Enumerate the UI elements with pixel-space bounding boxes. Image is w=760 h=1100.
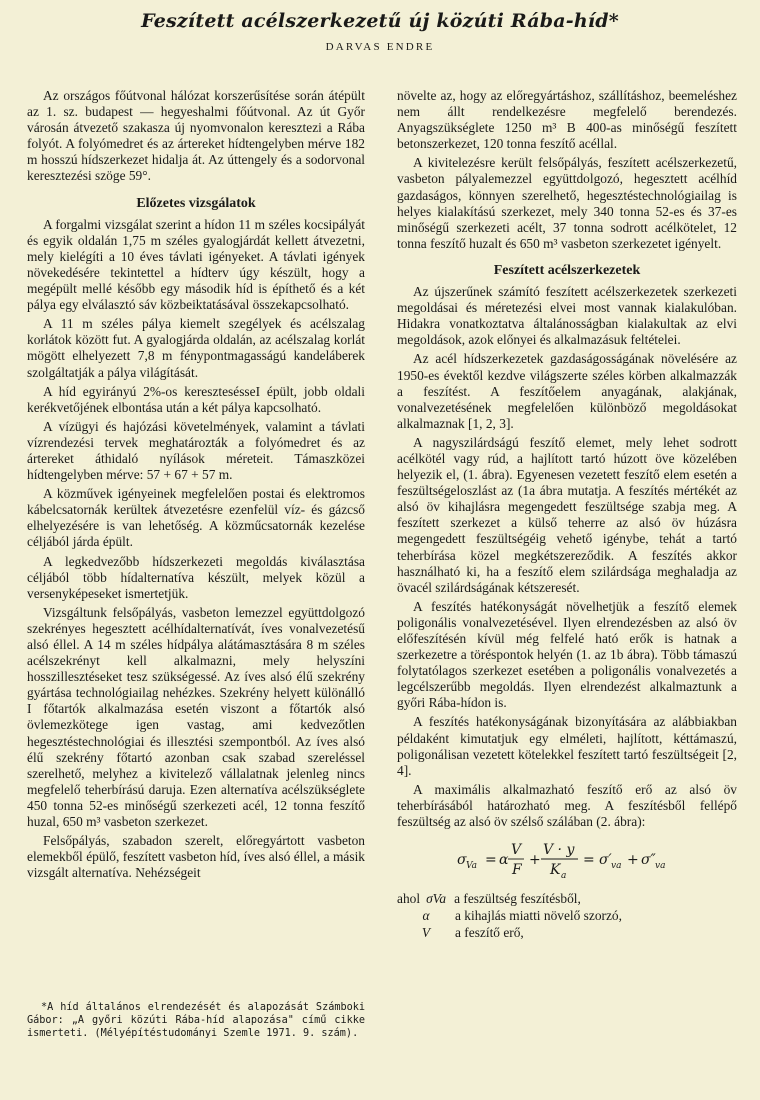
definition-row <box>397 890 737 907</box>
formula-eq2: = <box>583 852 595 869</box>
paragraph: A maximális alkalmazható feszítő erő az alsó öv teherbírásából határozható meg. A feszítésből fellépő feszültség az alsó öv szélső szálában (2. ábra): <box>397 781 737 830</box>
formula-eq: = <box>485 852 497 869</box>
formula-lhs-sub: Va <box>466 861 478 872</box>
formula-f2-num: V · y <box>543 842 575 859</box>
left-column <box>27 88 365 884</box>
paragraph: A feszítés hatékonyságát növelhetjük a feszítő elemek poligonális vonalvezetésével. Ilyen elrendezésben az alsó öv előfeszítésén kívül még felfelé ható erők is hatnak a szerkezetre a töréspontok helyén (1. az 1b ábra). Több támaszú folytatólagos szerkezet esetében a poligonális vonalvezetés a legcélszerűbb megoldás. Ilyen elrendezést alkalmaztunk a győri Rába-hídon is. <box>397 598 737 711</box>
paragraph: A feszítés hatékonyságának bizonyítására az alábbiakban példaként kimutatjuk egy elméleti, hajlított, kéttámaszú, poligonálisan vezetett kötelekkel feszített tartó feszültségeit [2, 4]. <box>397 714 737 778</box>
formula-rhs1-sub: va <box>611 861 622 872</box>
formula-plus2: + <box>627 852 639 869</box>
formula-alpha: α <box>499 852 509 869</box>
definitions-list <box>397 890 737 941</box>
footnote-text: *A híd általános elrendezését és alapozását Számboki Gábor: „A győri közúti Rába-híd alapozása" című cikke ismerteti. (Mélyépítéstudományi Szemle 1971. 9. szám). <box>27 1002 365 1039</box>
article-author: DARVAS ENDRE <box>325 41 435 53</box>
formula-f1-num: V <box>511 842 522 859</box>
paragraph: A nagyszilárdságú feszítő elemet, mely lehet sodrott acélkötél vagy rúd, a hajlított tartó húzott öve közelében helyezik el, (1. ábra). Egyenesen vezetett feszítő elem esetén a feszültségeloszlást az (1a ábra mutatja. A feszítés mértékét az alsó öv kihajlásra megengedett feszültsége szabja meg. A feszített szerkezet a külső teherre az alsó öv húzásra megengedett feszültségéig vehető igénybe, tehát a tartó teherbírása közel megkétszereződik. A feszítés akkor használható ki, ha a feszítő elem szilárdsága meghaladja az övacél szilárdságának kétszeresét. <box>397 434 737 595</box>
article-title: Feszített acélszerkezetű új közúti Rába-híd* <box>141 10 619 32</box>
paragraph: A 11 m széles pálya kiemelt szegélyek és acélszalag korlátok között fut. A gyalogjárda oldalán, az acélszalag korlát mögött elhelyezett 7,8 m fénypontmagasságú kandeláberek szolgáltatják a pálya világítását. <box>27 316 365 380</box>
formula-rhs1: σ′ <box>599 852 612 869</box>
definition-lead: ahol <box>397 891 421 907</box>
definition-text: a kihajlás miatti növelő szorzó, <box>455 908 622 924</box>
paragraph: A vízügyi és hajózási követelmények, valamint a távlati vízrendezési tervek meghatározták a folyómedret és az ártereket áthidaló nyílások méreteit. Támaszközei hídtengelyben mérve: 57 + 67 + 57 m. <box>27 418 365 483</box>
right-column <box>397 88 737 941</box>
formula-svg <box>437 838 697 880</box>
formula-rhs2: σ″ <box>641 852 656 869</box>
section-heading-preliminary: Előzetes vizsgálatok <box>136 195 256 211</box>
definition-text: a feszítő erő, <box>455 925 524 941</box>
paragraph: Az acél hídszerkezetek gazdaságosságának növelésére az 1950-es évektől kezdve világszerte széles körben alkalmazzák a feszítést. A feszítőelem anyagának, alakjának, vonalvezetésének megfelelően különböző megoldásokat alkalmaznak [1, 2, 3]. <box>397 351 737 431</box>
paragraph: Felsőpályás, szabadon szerelt, előregyártott vasbeton elemekből épülő, feszített vasbeton híd, íves alsó éllel, a másik vizsgált alternatíva. Nehézségeit <box>27 833 365 881</box>
definition-symbol: σVa <box>426 891 447 907</box>
paragraph: A kivitelezésre került felsőpályás, feszített acélszerkezetű, vasbeton pályalemezzel együttdolgozó, hegesztett acélhíd gazdaságos, könnyen szerelhető, hegesztéstechnológiailag is helyes kialakítású szerkezet, mely 340 tonna 52-es és 37-es minőségű szerkezeti acélt, 37 tonna sodrott acélkötelet, 12 tonna feszítő huzalt és 650 m³ vasbeton szerkezetet igényelt. <box>397 155 737 251</box>
definition-symbol: α <box>422 908 430 924</box>
section-heading-prestressed: Feszített acélszerkezetek <box>493 262 641 278</box>
definition-row <box>397 924 737 941</box>
definition-row <box>397 907 737 924</box>
stress-formula <box>397 838 737 880</box>
paragraph: A közművek igényeinek megfelelően postai és elektromos kábelcsatornák kerültek átvezetésre ezenfelül víz- és gázcső elhelyezésére is van lehetőség. A közműcsatornák kezelése céljából járda épült. <box>27 486 365 550</box>
formula-f2-den-sub: a <box>561 871 567 881</box>
formula-f1-den: F <box>512 862 522 879</box>
paragraph: A legkedvezőbb hídszerkezeti megoldás kiválasztása céljából több hídalternatíva készült, melyek közül a versenyképeseket ismertetjük. <box>27 553 365 601</box>
formula-f2-den: K <box>550 862 561 879</box>
formula-lhs: σ <box>457 852 467 869</box>
footnote <box>27 1001 365 1040</box>
paragraph: A híd egyirányú 2%-os keresztesésseI épült, jobb oldali kerékvetőjének elbontása után a két pálya kapcsolható. <box>27 383 365 415</box>
intro-paragraph: Az országos főútvonal hálózat korszerűsítése során átépült az 1. sz. budapest — hegyeshalmi főútvonal. Az út Győr városán átvezető szakasza új nyomvonalon keresztezi a Rába folyót. A folyómedret és az ártereket hídtengelyben mérve 182 m hosszú hídszerkezet hidalja át. Az úttengely és a sodorvonal keresztezési szöge 59°. <box>27 88 365 184</box>
formula-plus: + <box>529 852 541 869</box>
definition-symbol: V <box>421 925 431 941</box>
paragraph: Vizsgáltunk felsőpályás, vasbeton lemezzel együttdolgozó szekrényes hegesztett acélhídalternatívát, íves vonalvezetésű alsó éllel. A 14 m széles hídpálya alátámasztására 8 m széles acélszekrényt kell alkalmazni, mely helyszíni hosszillesztéseket tesz szükségessé. Az íves alsó élű szekrény gyártása technológiailag nehézkes. Szekrény helyett különálló I főtartók alkalmazása esetén viszont a főtartók alsó övlemezkötege igen vastag, ami kedvezőtlen hegesztéstechnológiai és illesztési szempontból. Az íves alsó élű szekrény főtartó azonban csak szabad szereléssel szerelhető, melyhez a kivitelező vállalatnak jelenleg nincs megfelelő teherbírású daruja. Ezen alternatíva acélszükséglete 450 tonna 52-es minőségű szerkezeti acél, 12 tonna feszítő huzal, 650 m³ vasbeton szerkezet. <box>27 604 365 830</box>
paragraph: Az újszerűnek számító feszített acélszerkezetek szerkezeti megoldásai és méretezési elvei most vannak kialakulóban. Hidakra vonatkoztatva általánosságban kialakultak az elvi megoldások, azok előnyei és alkalmazásuk feltételei. <box>397 284 737 348</box>
definition-text: a feszültség feszítésből, <box>454 891 581 907</box>
paragraph: A forgalmi vizsgálat szerint a hídon 11 m széles kocsipályát és egyik oldalán 1,75 m széles gyalogjárdát kellett átvezetni, mely kielégíti a 10 éves távlati igényeket. A távlati igények növekedésére tekintettel a hídterv úgy készült, hogy a megépült mellé később egy második híd is építhető és a két pálya egy elválasztó sáv közbeiktatásával összekapcsolható. <box>27 216 365 313</box>
formula-rhs2-sub: va <box>655 861 666 872</box>
continuation-paragraph: növelte az, hogy az előregyártáshoz, szállításhoz, beemeléshez nem állt rendelkezésre megfelelő berendezés. Anyagszükséglete 1250 m³ B 400-as minőségű feszített betonszerkezet, 120 tonna feszítő acéllal. <box>397 88 737 152</box>
